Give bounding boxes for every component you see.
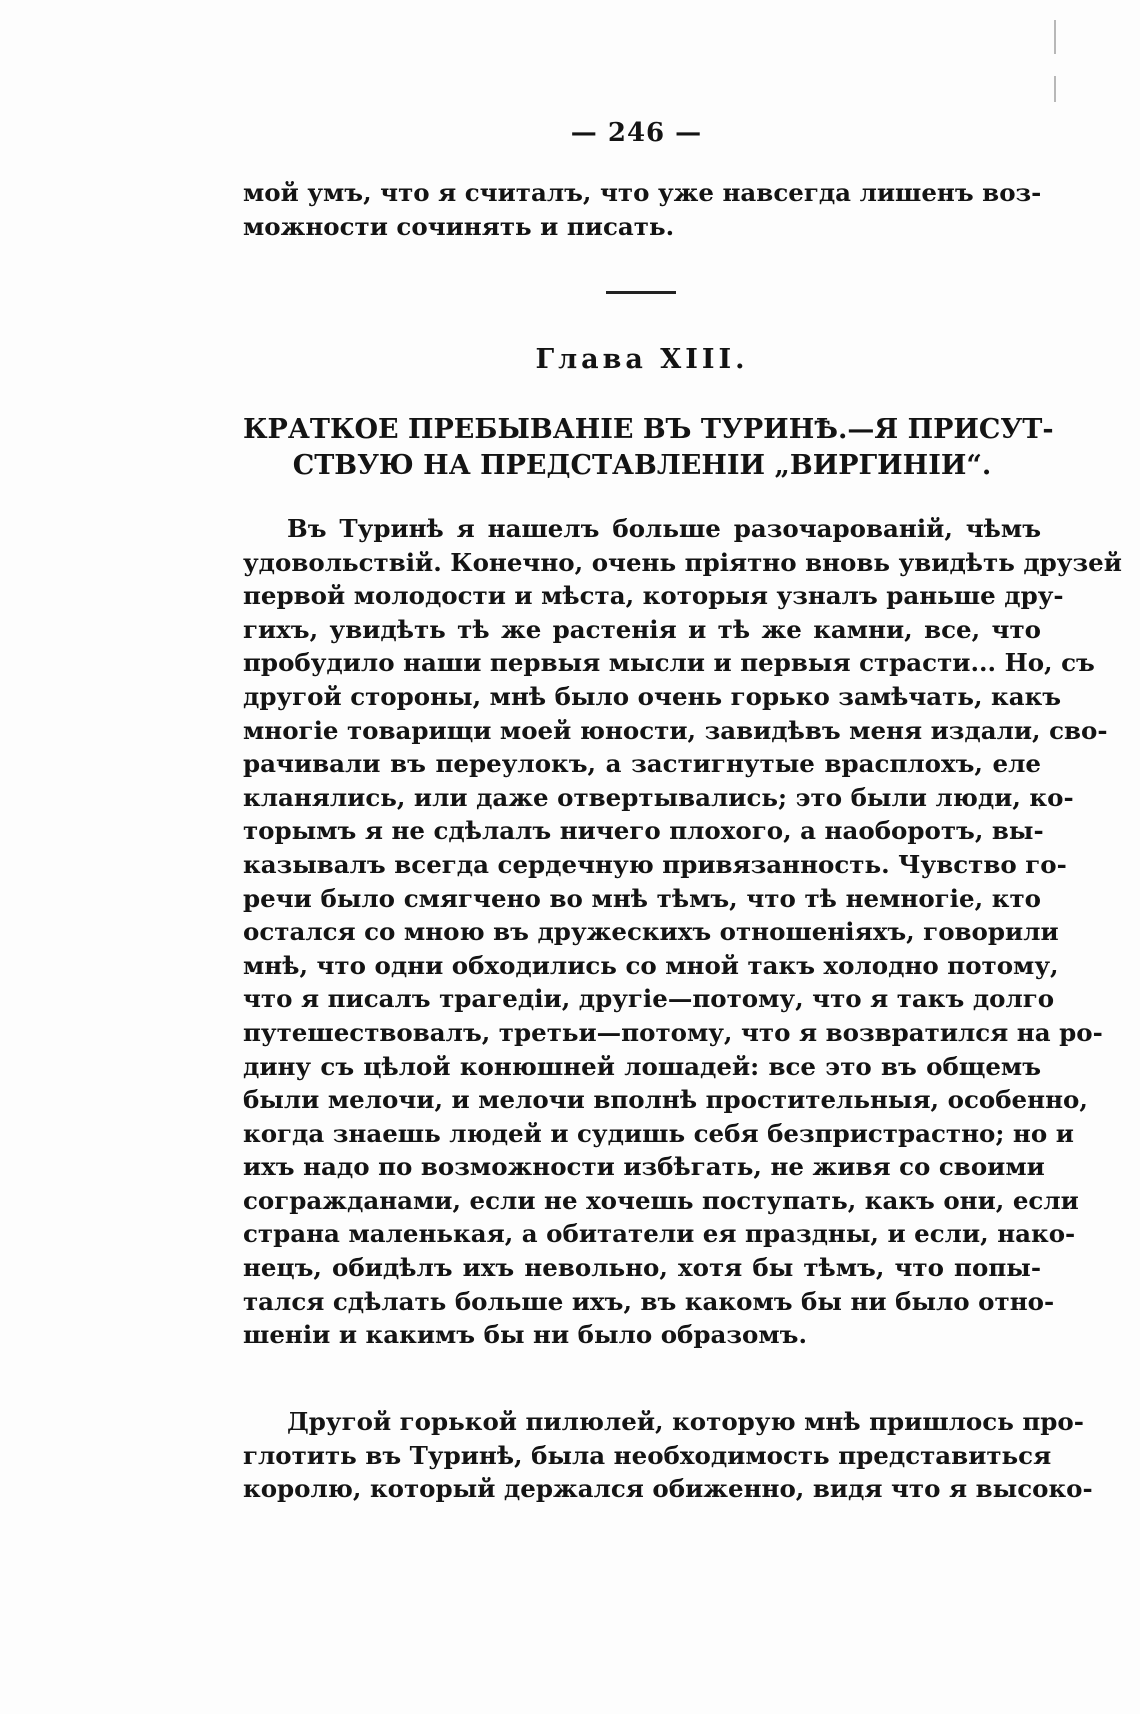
text-line: другой стороны, мнѣ было очень горько замѣчать, какъ [243, 681, 1062, 711]
chapter-label: Глава XIII. [535, 344, 749, 375]
text-line: Въ Туринѣ я нашелъ больше разочарованій, чѣмъ [287, 514, 1041, 543]
text-line: многіе товарищи моей юности, завидѣвъ меня издали, сво- [243, 715, 1108, 745]
text-line: остался со мною въ дружескихъ отношеніяхъ, говорили [243, 917, 1059, 947]
section-divider [606, 291, 676, 294]
paragraph-1 [243, 512, 1122, 1352]
text-line: Другой горькой пилюлей, которую мнѣ пришлось про- [287, 1407, 1084, 1436]
text-line: ихъ надо по возможности избѣгать, не живя со своими [243, 1152, 1045, 1182]
paragraph-2 [243, 1405, 1093, 1506]
scan-edge-mark [1054, 76, 1056, 102]
text-line: можности сочинять и писать. [243, 211, 675, 241]
text-line: путешествовалъ, третьи—потому, что я возвратился на ро- [243, 1017, 1103, 1047]
page-number: — 246 — [570, 118, 703, 148]
text-line: казывалъ всегда сердечную привязанность. Чувство го- [243, 849, 1067, 879]
text-line: тался сдѣлать больше ихъ, въ какомъ бы ни было отно- [243, 1286, 1055, 1316]
chapter-heading [243, 412, 1054, 484]
text-line: дину съ цѣлой конюшней лошадей: все это въ общемъ [243, 1051, 1041, 1081]
text-line: были мелочи, и мелочи вполнѣ простительныя, особенно, [243, 1085, 1088, 1115]
text-line: шеніи и какимъ бы ни было образомъ. [243, 1320, 807, 1350]
text-line: гихъ, увидѣть тѣ же растенія и тѣ же камни, все, что [243, 614, 1041, 644]
text-line: мой умъ, что я считалъ, что уже навсегда лишенъ воз- [243, 178, 1042, 207]
text-line: удовольствій. Конечно, очень пріятно вновь увидѣть друзей [243, 547, 1122, 577]
text-line: нецъ, обидѣлъ ихъ невольно, хотя бы тѣмъ, что попы- [243, 1253, 1041, 1283]
text-line: что я писалъ трагедіи, другіе—потому, что я такъ долго [243, 984, 1055, 1014]
text-line: пробудило наши первыя мысли и первыя страсти... Но, съ [243, 648, 1095, 678]
text-line: мнѣ, что одни обходились со мной такъ холодно потому, [243, 950, 1059, 980]
text-line: первой молодости и мѣста, которыя узналъ раньше дру- [243, 581, 1064, 611]
text-line: согражданами, если не хочешь поступать, какъ они, если [243, 1185, 1079, 1215]
text-line: глотить въ Туринѣ, была необходимость представиться [243, 1440, 1052, 1470]
heading-line: КРАТКОЕ ПРЕБЫВАНІЕ ВЪ ТУРИНѢ.—Я ПРИСУТ- [243, 414, 1054, 445]
scan-edge-mark [1054, 20, 1056, 54]
text-line: страна маленькая, а обитатели ея праздны, и если, нако- [243, 1219, 1076, 1249]
text-line: королю, который держался обиженно, видя что я высоко- [243, 1474, 1093, 1504]
intro-text [243, 176, 1041, 243]
text-line: кланялись, или даже отвертывались; это были люди, ко- [243, 782, 1074, 812]
text-line: рачивали въ переулокъ, а застигнутые врасплохъ, еле [243, 749, 1041, 779]
heading-line: СТВУЮ НА ПРЕДСТАВЛЕНІИ „ВИРГИНІИ“. [292, 450, 992, 481]
text-line: торымъ я не сдѣлалъ ничего плохого, а наоборотъ, вы- [243, 816, 1044, 846]
text-line: речи было смягчено во мнѣ тѣмъ, что тѣ немногіе, кто [243, 883, 1041, 913]
text-line: когда знаешь людей и судишь себя безпристрастно; но и [243, 1118, 1074, 1148]
